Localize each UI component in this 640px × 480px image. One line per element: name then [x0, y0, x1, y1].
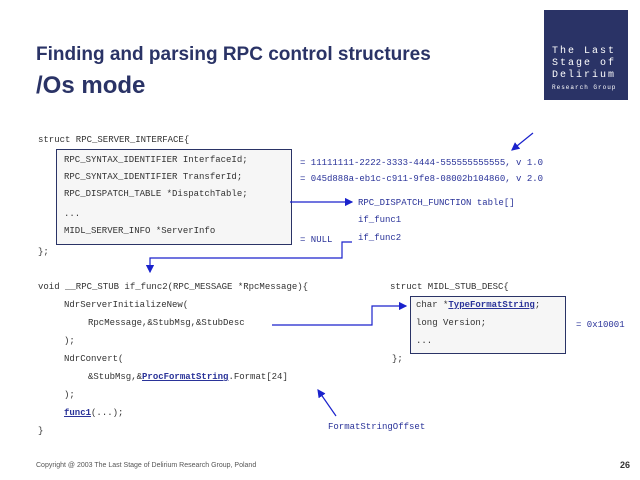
- stub-line-6: );: [64, 390, 75, 400]
- midl-close: };: [392, 354, 403, 364]
- logo-line-3: Delirium: [552, 70, 617, 81]
- stub-line-2: RpcMessage,&StubMsg,&StubDesc: [88, 318, 245, 328]
- arrow-if-func2-to-stub: [150, 242, 352, 272]
- dispatch-table-header: RPC_DISPATCH_FUNCTION table[]: [358, 198, 515, 208]
- stub-line-1: NdrServerInitializeNew(: [64, 300, 189, 310]
- dispatch-item-1: if_func1: [358, 215, 402, 225]
- logo-line-4: Research Group: [552, 84, 617, 91]
- midl-field-2: long Version;: [416, 318, 487, 328]
- midl-field-3: ...: [416, 336, 433, 346]
- stub-line-7-post: (...);: [91, 408, 124, 418]
- arrow-to-format-offset: [318, 390, 336, 416]
- server-info-null-value: = NULL: [300, 235, 333, 245]
- page-number: 26: [620, 460, 631, 470]
- arrow-stub-desc: [272, 306, 406, 325]
- stub-line-4: NdrConvert(: [64, 354, 124, 364]
- iface-field-3: RPC_DISPATCH_TABLE *DispatchTable;: [64, 189, 248, 199]
- iface-field-5: MIDL_SERVER_INFO *ServerInfo: [64, 226, 216, 236]
- logo-line-1: The Last: [552, 46, 617, 57]
- dispatch-item-2: if_func2: [358, 233, 402, 243]
- arrow-to-transfer-id: [512, 133, 533, 150]
- type-format-string-link[interactable]: TypeFormatString: [448, 300, 535, 310]
- iface-field-2: RPC_SYNTAX_IDENTIFIER TransferId;: [64, 172, 243, 182]
- stub-line-3: );: [64, 336, 75, 346]
- format-string-offset-label: FormatStringOffset: [328, 422, 426, 432]
- page-title: Finding and parsing RPC control structures: [36, 44, 431, 65]
- stub-signature: void __RPC_STUB if_func2(RPC_MESSAGE *RpcMessage){: [38, 282, 309, 292]
- iface-field-4: ...: [64, 209, 81, 219]
- logo-line-2: Stage of: [552, 58, 617, 69]
- transfer-id-value: = 045d888a-eb1c-c911-9fe8-08002b104860, v 2.0: [300, 174, 544, 184]
- iface-close: };: [38, 247, 49, 257]
- midl-version-value: = 0x10001: [576, 320, 625, 330]
- page-subtitle: /Os mode: [36, 72, 146, 99]
- midl-field-1-pre: char *: [416, 300, 449, 310]
- midl-field-1-post: ;: [534, 300, 541, 310]
- proc-format-string-link[interactable]: ProcFormatString: [142, 372, 229, 382]
- midl-open: struct MIDL_STUB_DESC{: [390, 282, 509, 292]
- stub-close: }: [38, 426, 44, 436]
- iface-open: struct RPC_SERVER_INTERFACE{: [38, 135, 190, 145]
- copyright-footer: Copyright @ 2003 The Last Stage of Delirium Research Group, Poland: [36, 462, 257, 469]
- stub-line-5-pre: &StubMsg,&: [88, 372, 143, 382]
- interface-id-value: = 11111111-2222-3333-4444-555555555555, v 1.0: [300, 158, 544, 168]
- stub-line-5-post: .Format[24]: [228, 372, 288, 382]
- func1-link[interactable]: func1: [64, 408, 92, 418]
- iface-field-1: RPC_SYNTAX_IDENTIFIER InterfaceId;: [64, 155, 248, 165]
